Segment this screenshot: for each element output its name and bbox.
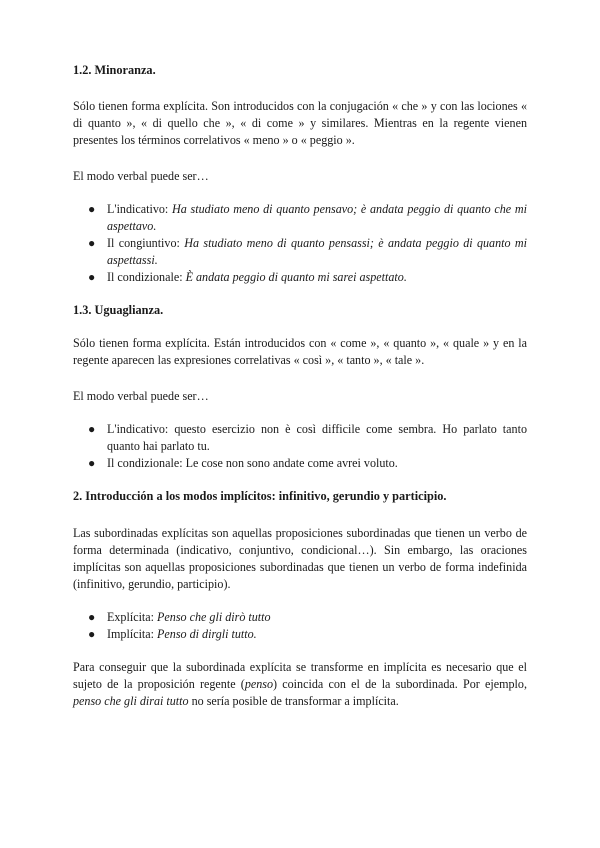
paragraph-transformacion: Para conseguir que la subordinada explícita se transforme en implícita es necesario que el sujeto de la proposición regente (penso) coincida con el de la subordinada. Por ejemplo, penso che gli dirai tutto no sería posible de transformar a implícita. [73, 660, 527, 708]
list-explicita-implicita [73, 609, 527, 643]
bullet-icon: ● [88, 610, 96, 624]
list-item: ● L'indicativo: Ha studiato meno di quanto pensavo; è andata peggio di quanto che mi aspettavo. [88, 202, 527, 233]
bullet-icon: ● [88, 627, 96, 641]
bullet-icon: ● [88, 202, 96, 216]
paragraph-explicitas-implicitas: Las subordinadas explícitas son aquellas proposiciones subordinadas que tienen un verbo de forma determinada (indicativo, conjuntivo, condicional…). Sin embargo, las oraciones implícitas son aquellas proposiciones subordinadas que tienen un verbo de forma indefinida (infinitivo, gerundio, participio). [73, 526, 527, 591]
paragraph-modo-verbal-1: El modo verbal puede ser… [73, 169, 209, 183]
paragraph-uguaglianza-intro: Sólo tienen forma explícita. Están introducidos con « come », « quanto », « quale » y en la regente aparecen las expresiones correlativas « così », « tanto », « tale ». [73, 336, 527, 367]
list-item: ● Il condizionale: Le cose non sono andate come avrei voluto. [88, 456, 398, 470]
list-item: ● Implícita: Penso di dirgli tutto. [88, 627, 257, 641]
list-item: ● L'indicativo: questo esercizio non è così difficile come sembra. Ho parlato tanto quanto hai parlato tu. [88, 422, 527, 453]
heading-uguaglianza: 1.3. Uguaglianza. [73, 303, 164, 317]
document-content [73, 62, 527, 710]
bullet-icon: ● [88, 456, 96, 470]
heading-modos-implicitos: 2. Introducción a los modos implícitos: infinitivo, gerundio y participio. [73, 489, 447, 503]
list-minoranza [73, 201, 527, 286]
bullet-icon: ● [88, 236, 96, 250]
list-item: ● Il condizionale: È andata peggio di quanto mi sarei aspettato. [88, 270, 407, 284]
bullet-icon: ● [88, 270, 96, 284]
list-item: ● Il congiuntivo: Ha studiato meno di quanto pensassi; è andata peggio di quanto mi aspettassi. [88, 236, 528, 267]
bullet-icon: ● [88, 422, 96, 436]
heading-minoranza: 1.2. Minoranza. [73, 63, 156, 77]
paragraph-modo-verbal-2: El modo verbal puede ser… [73, 389, 209, 403]
paragraph-minoranza-intro: Sólo tienen forma explícita. Son introducidos con la conjugación « che » y con las lociones « di quanto », « di quello che », « di come » y similares. Mientras en la regente vienen presentes los términos correlativos « meno » o « peggio ». [73, 99, 527, 147]
list-uguaglianza [73, 421, 527, 472]
list-item: ● Explícita: Penso che gli dirò tutto [88, 610, 271, 624]
